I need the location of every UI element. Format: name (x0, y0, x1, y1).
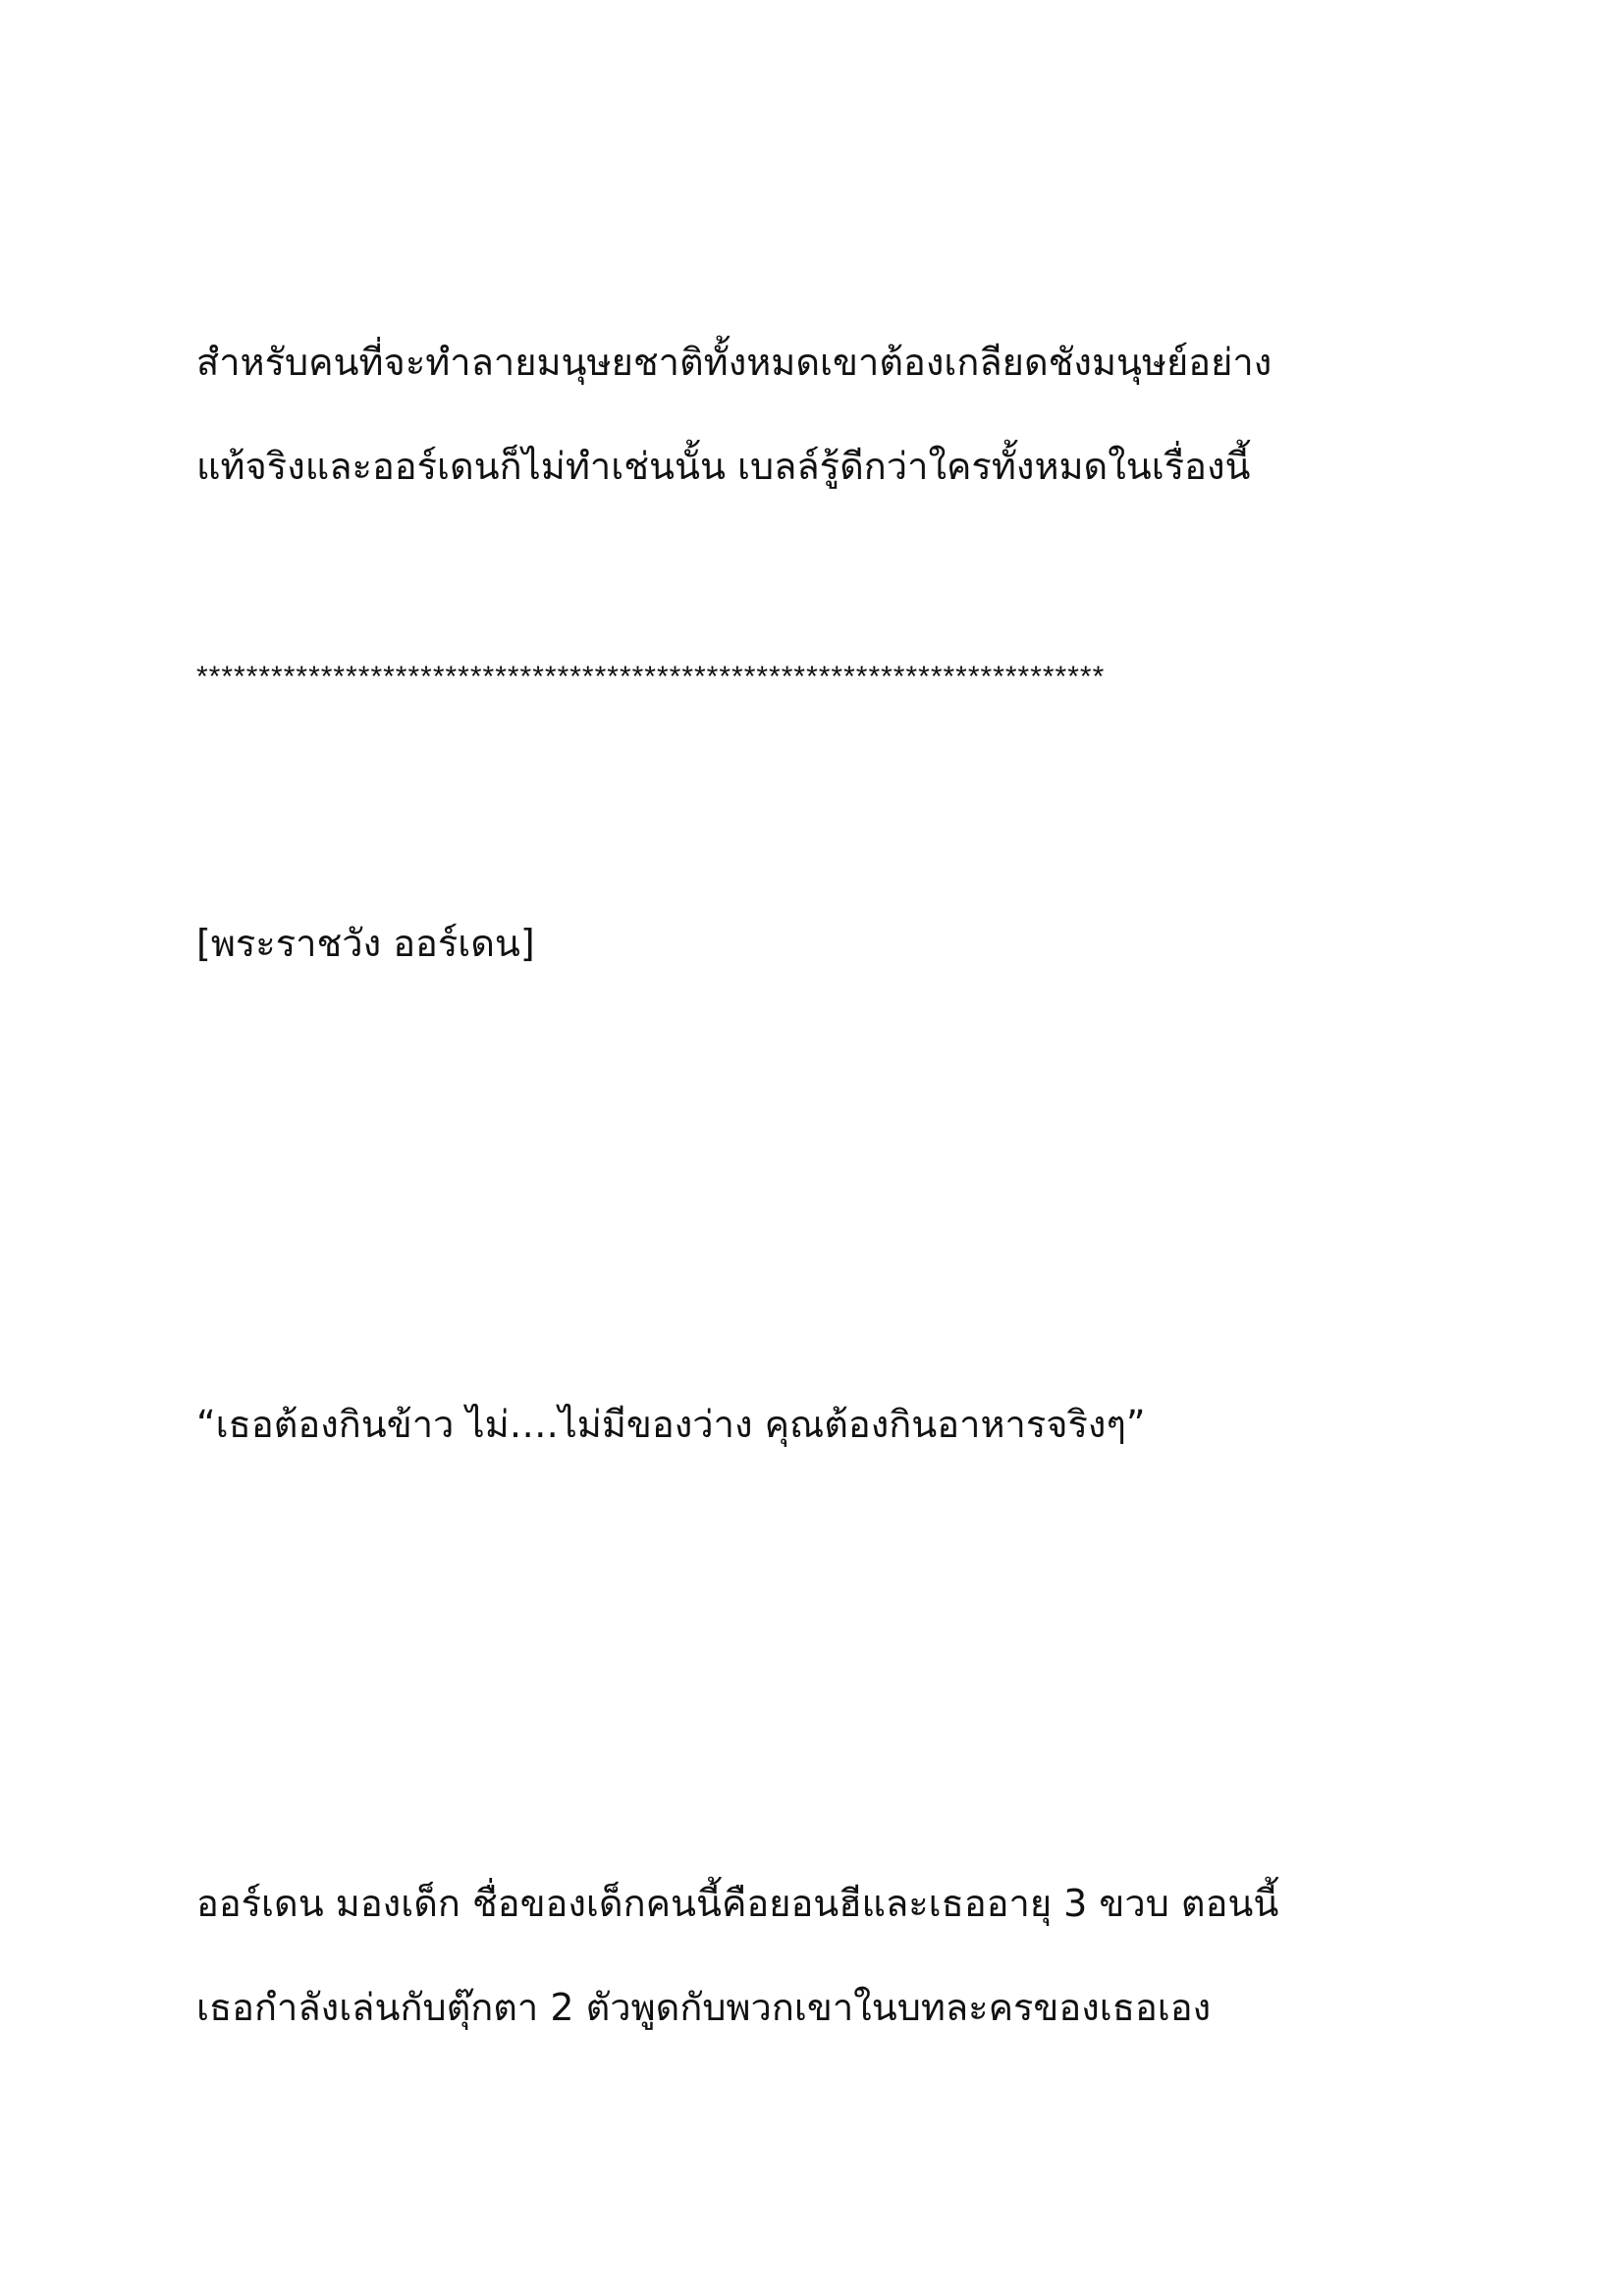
paragraph-1-line-1: สำหรับคนที่จะทำลายมนุษยชาติทั้งหมดเขาต้องเกลียดชังมนุษย์อย่าง (196, 341, 1272, 384)
scene-heading: [พระราชวัง ออร์เดน] (196, 922, 535, 965)
dialogue-line: “เธอต้องกินข้าว ไม่….ไม่มีของว่าง คุณต้องกินอาหารจริงๆ” (196, 1403, 1146, 1446)
paragraph-1-line-2: แท้จริงและออร์เดนก็ไม่ทำเช่นนั้น เบลล์รู้ดีกว่าใครทั้งหมดในเรื่องนี้ (196, 445, 1251, 488)
paragraph-3-line-2: เธอกำลังเล่นกับตุ๊กตา 2 ตัวพูดกับพวกเขาในบทละครของเธอเอง (196, 1986, 1212, 2029)
section-separator: ************************************************************************* (196, 661, 1106, 693)
paragraph-3 (196, 1851, 1434, 2059)
paragraph-1 (196, 310, 1434, 518)
paragraph-3-line-1: ออร์เดน มองเด็ก ชื่อของเด็กคนนี้คือยอนฮีและเธออายุ 3 ขวบ ตอนนี้ (196, 1882, 1279, 1925)
